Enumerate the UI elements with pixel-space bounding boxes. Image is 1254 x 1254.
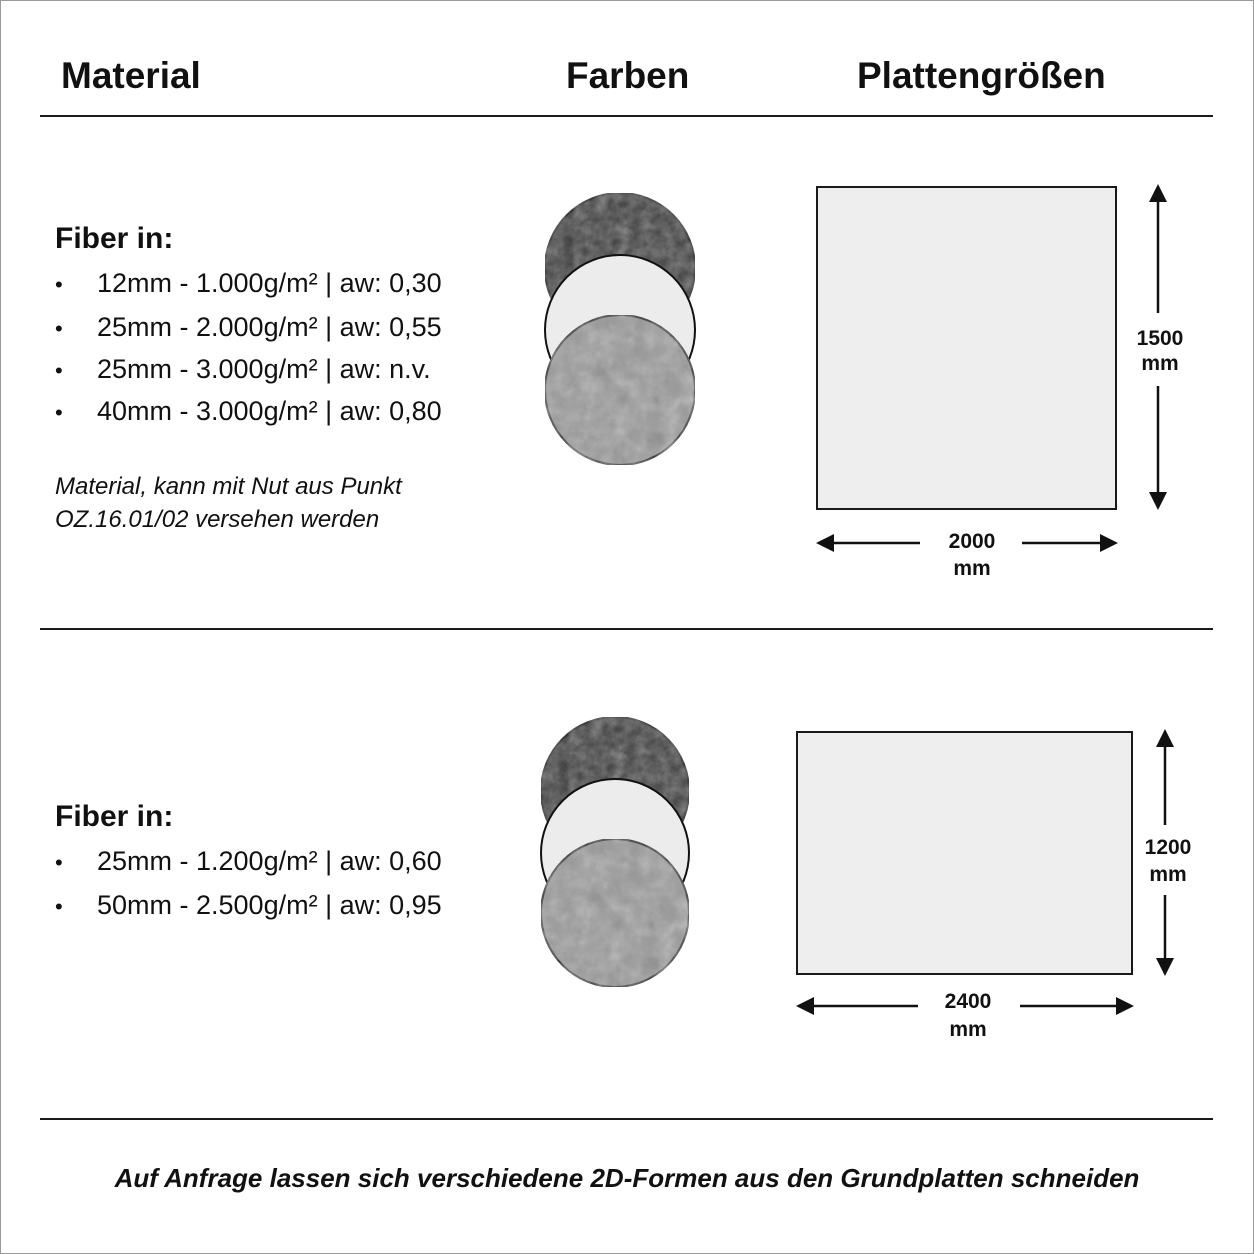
section1-title: Fiber in: [55, 222, 174, 255]
swatch-light-grey [545, 315, 695, 465]
plate-2000x1500 [817, 187, 1116, 509]
arrow-right-icon [1100, 534, 1118, 552]
bullet: • [55, 316, 63, 341]
bullet: • [55, 850, 63, 875]
plate-height-unit: mm [1141, 352, 1179, 375]
section1-plate-diagram [800, 170, 1220, 590]
section2-spec-2 [55, 888, 442, 924]
spec-text: 25mm - 1.200g/m² | aw: 0,60 [97, 846, 442, 876]
note-line-2: OZ.16.01/02 versehen werden [55, 506, 380, 533]
bullet: • [55, 272, 63, 297]
swatch-light-grey [541, 839, 689, 987]
arrow-left-icon [796, 997, 814, 1015]
footer-divider [40, 1118, 1213, 1120]
header-divider [40, 115, 1213, 117]
section2-plate-diagram [780, 715, 1200, 1055]
arrow-left-icon [816, 534, 834, 552]
plate-2400x1200 [797, 732, 1132, 974]
spec-text: 12mm - 1.000g/m² | aw: 0,30 [97, 268, 442, 298]
spec-text: 25mm - 3.000g/m² | aw: n.v. [97, 354, 431, 384]
section-divider [40, 628, 1213, 630]
plate-width-unit: mm [953, 557, 991, 580]
note-line-1: Material, kann mit Nut aus Punkt [55, 473, 402, 500]
plate-width-value: 2400 [944, 990, 992, 1013]
arrow-right-icon [1116, 997, 1134, 1015]
arrow-down-icon [1149, 492, 1167, 510]
bullet: • [55, 400, 63, 425]
plate-width-unit: mm [949, 1018, 987, 1041]
section1-spec-2 [55, 310, 442, 346]
material-note [55, 470, 402, 536]
plate-height-unit: mm [1149, 863, 1187, 886]
plate-height-value: 1500 [1136, 327, 1184, 350]
header-farben: Farben [566, 55, 690, 96]
section2-color-swatches [525, 705, 705, 1005]
section2-title: Fiber in: [55, 800, 174, 833]
bullet: • [55, 358, 63, 383]
bullet: • [55, 894, 63, 919]
spec-text: 25mm - 2.000g/m² | aw: 0,55 [97, 312, 442, 342]
plate-width-value: 2000 [948, 530, 996, 553]
spec-text: 40mm - 3.000g/m² | aw: 0,80 [97, 396, 442, 426]
arrow-up-icon [1149, 184, 1167, 202]
header-plattengroessen: Plattengrößen [857, 55, 1106, 96]
spec-text: 50mm - 2.500g/m² | aw: 0,95 [97, 890, 442, 920]
header-material: Material [61, 55, 201, 96]
section2-spec-1 [55, 844, 442, 880]
plate-height-value: 1200 [1144, 836, 1192, 859]
arrow-up-icon [1156, 729, 1174, 747]
section1-spec-3 [55, 352, 431, 388]
footer-note: Auf Anfrage lassen sich verschiedene 2D-Formen aus den Grundplatten schneiden [114, 1163, 1140, 1193]
section1-color-swatches [530, 180, 710, 480]
section1-spec-1 [55, 266, 442, 302]
arrow-down-icon [1156, 958, 1174, 976]
section1-spec-4 [55, 394, 442, 430]
